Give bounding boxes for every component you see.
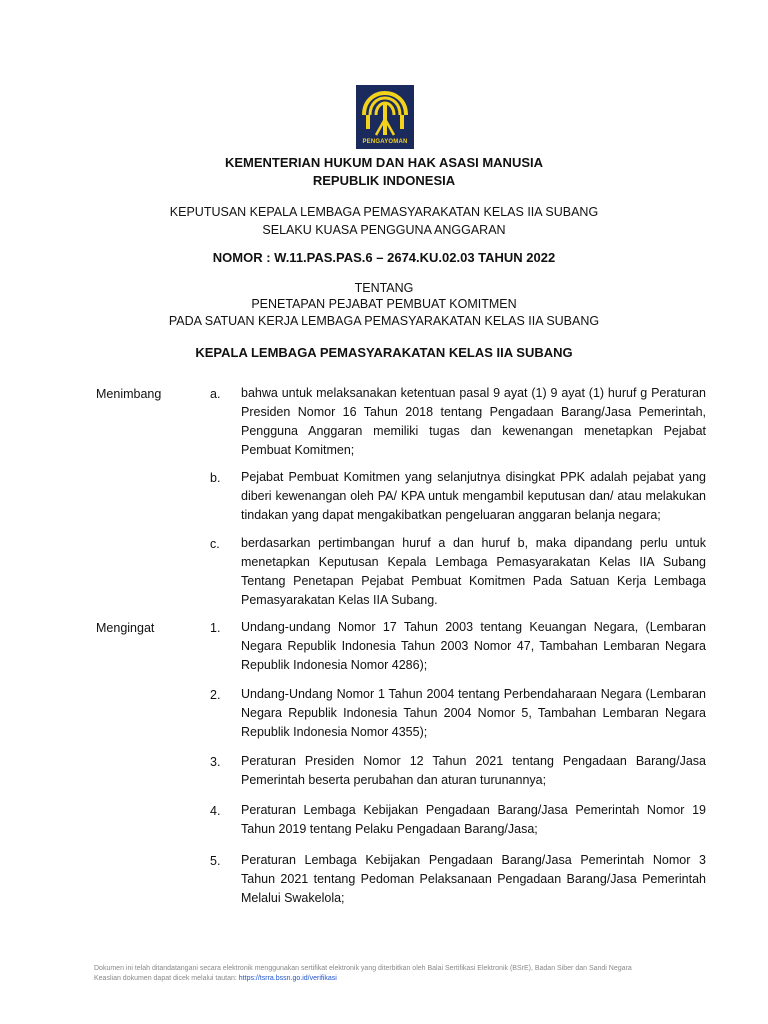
verification-link[interactable]: https://tsrra.bssn.go.id/verifikasi — [238, 975, 337, 982]
mengingat-item-5: Peraturan Lembaga Kebijakan Pengadaan Barang/Jasa Pemerintah Nomor 3 Tahun 2021 tentang Pedoman Pelaksanaan Pengadaan Barang/Jasa Pemerintah Melalui Swakelola; — [241, 853, 706, 905]
subject-line-2: PADA SATUAN KERJA LEMBAGA PEMASYARAKATAN KELAS IIA SUBANG — [168, 314, 600, 328]
menimbang-item-a: bahwa untuk melaksanakan ketentuan pasal 9 ayat (1) 9 ayat (1) huruf g Peraturan Presiden Nomor 16 Tahun 2018 tentang Pengadaan Barang/Jasa Pemerintah, Pengguna Anggaran memiliki tugas dan kewenangan menetapkan Pejabat Pembuat Komitmen; — [241, 386, 706, 457]
about-heading: TENTANG — [354, 281, 414, 295]
mengingat-marker-3: 3. — [210, 755, 221, 769]
decree-title: KEPUTUSAN KEPALA LEMBAGA PEMASYARAKATAN KELAS IIA SUBANG — [169, 205, 599, 219]
mengingat-item-2: Undang-Undang Nomor 1 Tahun 2004 tentang Perbendaharaan Negara (Lembaran Negara Republik Indonesia Tahun 2004 Nomor 5, Tambahan Lembaran Negara Republik Indonesia Nomor 4355); — [241, 687, 706, 739]
decree-number: NOMOR : W.11.PAS.PAS.6 – 2674.KU.02.03 TAHUN 2022 — [212, 250, 556, 265]
mengingat-item-4: Peraturan Lembaga Kebijakan Pengadaan Barang/Jasa Pemerintah Nomor 19 Tahun 2019 tentang Pelaku Pengadaan Barang/Jasa; — [241, 803, 706, 836]
footer-verify-text: Keaslian dokumen dapat dicek melalui tautan: — [94, 975, 237, 982]
subject-line-1: PENETAPAN PEJABAT PEMBUAT KOMITMEN — [251, 297, 517, 311]
footer-line-1: Dokumen ini telah ditandatangani secara elektronik menggunakan sertifikat elektronik yang diterbitkan oleh Balai Sertifikasi Elektronik (BSrE), Badan Siber dan Sandi Negara — [94, 965, 632, 972]
footer-line-2 — [94, 974, 710, 984]
pengayoman-logo — [356, 85, 414, 149]
mengingat-marker-4: 4. — [210, 804, 221, 818]
decree-subtitle: SELAKU KUASA PENGGUNA ANGGARAN — [262, 223, 506, 237]
mengingat-marker-5: 5. — [210, 854, 221, 868]
menimbang-marker-b: b. — [210, 471, 221, 485]
ministry-title: KEMENTERIAN HUKUM DAN HAK ASASI MANUSIA — [224, 155, 544, 170]
mengingat-marker-1: 1. — [210, 621, 221, 635]
mengingat-item-3: Peraturan Presiden Nomor 12 Tahun 2021 tentang Pengadaan Barang/Jasa Pemerintah beserta perubahan dan aturan turunannya; — [241, 754, 706, 787]
logo-caption: PENGAYOMAN — [362, 139, 408, 145]
menimbang-item-c: berdasarkan pertimbangan huruf a dan huruf b, maka dipandang perlu untuk menetapkan Keputusan Kepala Lembaga Pemasyarakatan Kelas IIA Subang Tentang Penetapan Pejabat Pembuat Komitmen Pada Satuan Kerja Lembaga Pemasyarakatan Kelas IIA Subang. — [241, 536, 706, 607]
menimbang-item-b: Pejabat Pembuat Komitmen yang selanjutnya disingkat PPK adalah pejabat yang diberi kewenangan oleh PA/ KPA untuk mengambil keputusan dan/ atau melakukan tindakan yang dapat mengakibatkan pengeluaran anggaran belanja negara; — [241, 470, 706, 522]
menimbang-label: Menimbang — [96, 387, 162, 401]
menimbang-marker-a: a. — [210, 387, 221, 401]
mengingat-label: Mengingat — [96, 621, 155, 635]
official-title: KEPALA LEMBAGA PEMASYARAKATAN KELAS IIA SUBANG — [195, 345, 573, 360]
mengingat-item-1: Undang-undang Nomor 17 Tahun 2003 tentang Keuangan Negara, (Lembaran Negara Republik Indonesia Tahun 2003 Nomor 47, Tambahan Lembaran Negara Republik Indonesia Nomor 4286); — [241, 620, 706, 672]
mengingat-marker-2: 2. — [210, 688, 221, 702]
menimbang-marker-c: c. — [210, 537, 220, 551]
country-title: REPUBLIK INDONESIA — [312, 173, 456, 188]
e-signature-footer — [94, 964, 710, 984]
